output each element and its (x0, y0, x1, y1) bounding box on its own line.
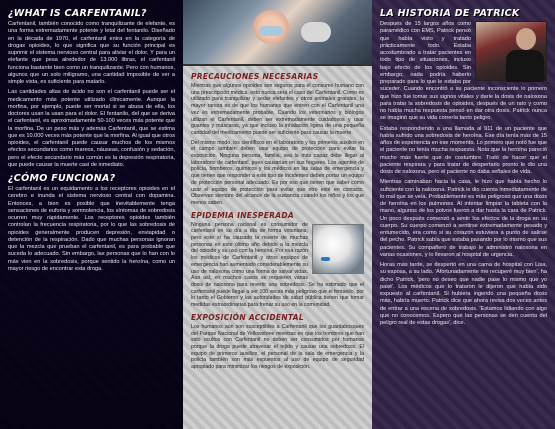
what-is-carfentanil-heading: ¿WHAT IS CARFENTANIL? (8, 8, 147, 19)
paragraph: Después de 15 largos años como paramédico con EMS, Patrick pensó que había visto y tratado prácticamente todo. Estaba acostumbrado a tratar pacientes en todo tipo de situaciones, incluso bajo efecto de los opioides. Sin embargo, nada podría haberlo preparado para lo que le estaba por suceder. Cuando encontró a su paciente inconsciente lo primero que hizo fue tomar sus signos vitales y darle la dosis de naloxona para tratar la sobredosis de opioides, después de un rato y como no había mucha respuesta pensó en dar otra dosis. Patrick nunca se imaginó que su vida correría tanto peligro. (380, 21, 547, 122)
left-body-1 (8, 21, 175, 169)
middle-body-1 (191, 83, 364, 207)
oxygen-mask-image (259, 26, 283, 36)
paramedic-photo (183, 0, 372, 66)
middle-text-column (191, 68, 364, 371)
patrick-body-image (506, 50, 544, 82)
how-it-works-heading: ¿CÓMO FUNCIONA? (8, 173, 116, 184)
accidental-exposure-heading: EXPOSICIÓN ACCIDENTAL (191, 312, 304, 322)
right-body (380, 21, 547, 327)
paragraph: Estaba respondiendo a una llamada al 911 de un paciente que había sufrido una sobredosis de heroína. Ese día tenía más de 15 años de experiencia en ese momento. Lo primero que notó fue que el paciente no tenía mucha respuesta. Nota que la heroína pareció mucho más fuerte que de costumbre. Trató de hacer que el paciente respirara y para tratar de despertarlo pronto le dio una dosis de naloxona, pero el paciente no daba señales de vida. (380, 125, 547, 175)
left-body-2 (8, 186, 175, 273)
gloved-hand-image (301, 22, 331, 42)
middle-body-3 (191, 324, 364, 371)
paragraph: Horas más tarde, se despertó en una cama de hospital con Lisa, su esposa, a su lado. 'Afortunadamente me recuperé muy bien', ha dicho Patrick, 'pero no deseo que nadie pase lo mismo que yo pasé'. Los médicos que lo trataron le dijeron que había sido expuesto al carfentanil. Si hubiera ingerido una pequeña dosis más, habría muerto. Patrick dice que ahora revisa dos veces antes de entrar a una escena de sobredosis. 'Estamos lidiando con algo que no conocemos. Espero que las personas se den cuenta del peligro real de estas drogas', dice. (380, 262, 547, 326)
middle-panel (183, 0, 372, 429)
left-panel (0, 0, 183, 429)
paragraph: Carfentanil, también conocido como tranquilizante de elefante, es una forma extremadamente potente y letal del fentanilo. Diseñado en la década de 1970, el carfentanil entra en la categoría de drogas opioides, lo que significa que su función principal es suprimir el sistema nervioso central para aliviar el dolor. Y para un elefante que pesa alrededor de 13.000 libras, el carfentanil funciona bastante bien como un tranquilizante. Pero con humanos, algunos que un solo miligramo, una cantidad imposible de ver a simple vista, es suficiente para matarlo. (8, 21, 175, 85)
paragraph: Del mismo modo, los científicos en el laboratorio y los primeros auxilios en el campo también deben usar equipo de protección para evitar la exposición. Ninguna persona, familia, sea la más capaz debe llegar al laboratorio de carfentanil, pues causarían en sus hogares. Los agentes de policía, bomberos, químicos y los médicos en las salas de emergencia y que tienen que responder a este tipo de incidentes deben portar un equipo de protección personal adecuado. Es por eso que tienen que saber cómo usar el equipo de protección para evitar que otro esté en contacto. Observan siempre del alcance de la sustancia cuando los niños y los que menos saben. (191, 139, 364, 206)
patrick-story-heading: LA HISTORIA DE PATRICK (380, 8, 520, 19)
paragraph: Los humanos aún son susceptibles a Carfentanil que los guardabosques del Parque Nacional de Yellowstone mientras en que los hombres que han sido ocultos con Carfentanil no deben ser consumidos por humanos porque la droga puede atravesar el tejido y causar una sobredosis. El equipo de primeros auxilios, el personal de la sala de emergencia y la policía también son más expuestos al uso de equipo de seguridad apropiado para minimizar los riesgos de exposición. (191, 323, 364, 371)
patrick-face-image (516, 28, 536, 50)
middle-body-2 (191, 222, 364, 309)
paragraph: Las cantidades altas de ácido no son el carfentanil puede ser el medicamento más potente utilizado clínicamente. Aunque la morfina, por ejemplo, puede ser mortal si se abusa de ella, los doctores usan la usan para el dolor. El fentanilo, del que se deriva el carfentanil, es aproximadamente 50-100 veces más potente que la morfina. De un peso más y además Carfentanil, que se estima que es 10.000 veces más potente que la morfina. Al igual que otros opioides, el carfentanil puede causar muchos de los mismos efectos secundarios como mareos, náuseas, confusión y sedación, pero el efecto secundario más común es la depresión respiratoria, que puede causar la muerte casi de inmediato. (8, 89, 175, 168)
paragraph: El carfentanil es un equidamento a los receptores opioides en el cerebro e inunda el sistema nervioso central con dopamina. Entonces, a bien es posible que inevitablemente tenga sensaciones de euforia y somnolencia, los síntomas de sobredosis ocurren muy rápidamente. Los receptores opioides también controlan la frecuencia respiratoria, por lo que las sobredosis de opioides generalmente producen depresión, enviapidad o detención de la respiración. Dado que muchas personas ignoran que la mezcla que prueban el carfentanil, es para probable que suceda lo adecuado. Sin embargo, las personas que lo han con lo más vien en la sobredosis, porque sentido la heroína, como un mayor riesgo de encontrar esta droga. (8, 186, 175, 272)
paragraph: Mientras que algunos opioides son seguros para el consumo humano con una prescripción médica, esto nunca será el caso del Carfentanil. Como es utilizado para tranquilizar y sedar elefantes y otros animales grandes, la mayor rareza es de que los humanos que entren con el Carfentanil una vez es extremadamente probable. Cuando los veterinarios y biólogos utilizan el Carfentanil, deben ser extremadamente cuidadosos y usar guantes y máscaras, ya que incluso la inhalación ligera de una pequeña cantidad del medicamento puede ser suficiente para causar la muerte. (191, 83, 364, 136)
right-panel (372, 0, 555, 429)
pill-image (321, 257, 330, 261)
precautions-heading: PRECAUCIONES NECESARIAS (191, 72, 319, 81)
patrick-photo (475, 21, 547, 81)
paragraph: Mientras caminaban hacia la casa, le hizo que había hecho lo suficiente con la naloxona. Patrick le dio cuenta inmediatamente de lo mal que se veía. Probablemente es más peligroso que una dosis de heroína en los pulmones. Al intentar limpiar la tableta con la mano, algunos de los polvos fueron a dar hasta la cara de Patrick. Un poco después comenzó a sentir los efectos de la droga en su cuerpo. Su cuerpo comenzó a sentirse extremadamente pesado y entumecido, era como si su corazón estuviera a punto de salirse del pecho. Patrick sabía que estaba pasando por lo mismo que sus pacientes. Su compañero de trabajo le administró naloxona en varias ocasiones, y lo llevaron al hospital de urgencia. (380, 179, 547, 258)
gloved-hand-pill-photo (312, 224, 364, 274)
epidemic-heading: EPIDEMIA INESPERADA (191, 210, 294, 220)
paragraph: Ninguna persona racional es consumidor de carfentanil en su día a día de forma voluntaria, pero este sí ha causado la muerte de muchas personas en este último año debido a la mezcla del opioide y su uso con la heroína. Por esa razón los médicos de Carfentanil y otros equipos de emergencia han aumentado considerablemente su uso de naloxona como una forma de salvar vidas. Aun así, en muchos casos se requieren varias dosis de naloxona para revertir una sobredosis. Se ha estimado que el carfentanil puede llegar a ser 100 veces más peligroso que el fentanilo, por lo tanto el Gobierno y las autoridades de salud pública tienen que tomar medidas extraordinarias para frenar su uso en la comunidad. (191, 221, 364, 309)
